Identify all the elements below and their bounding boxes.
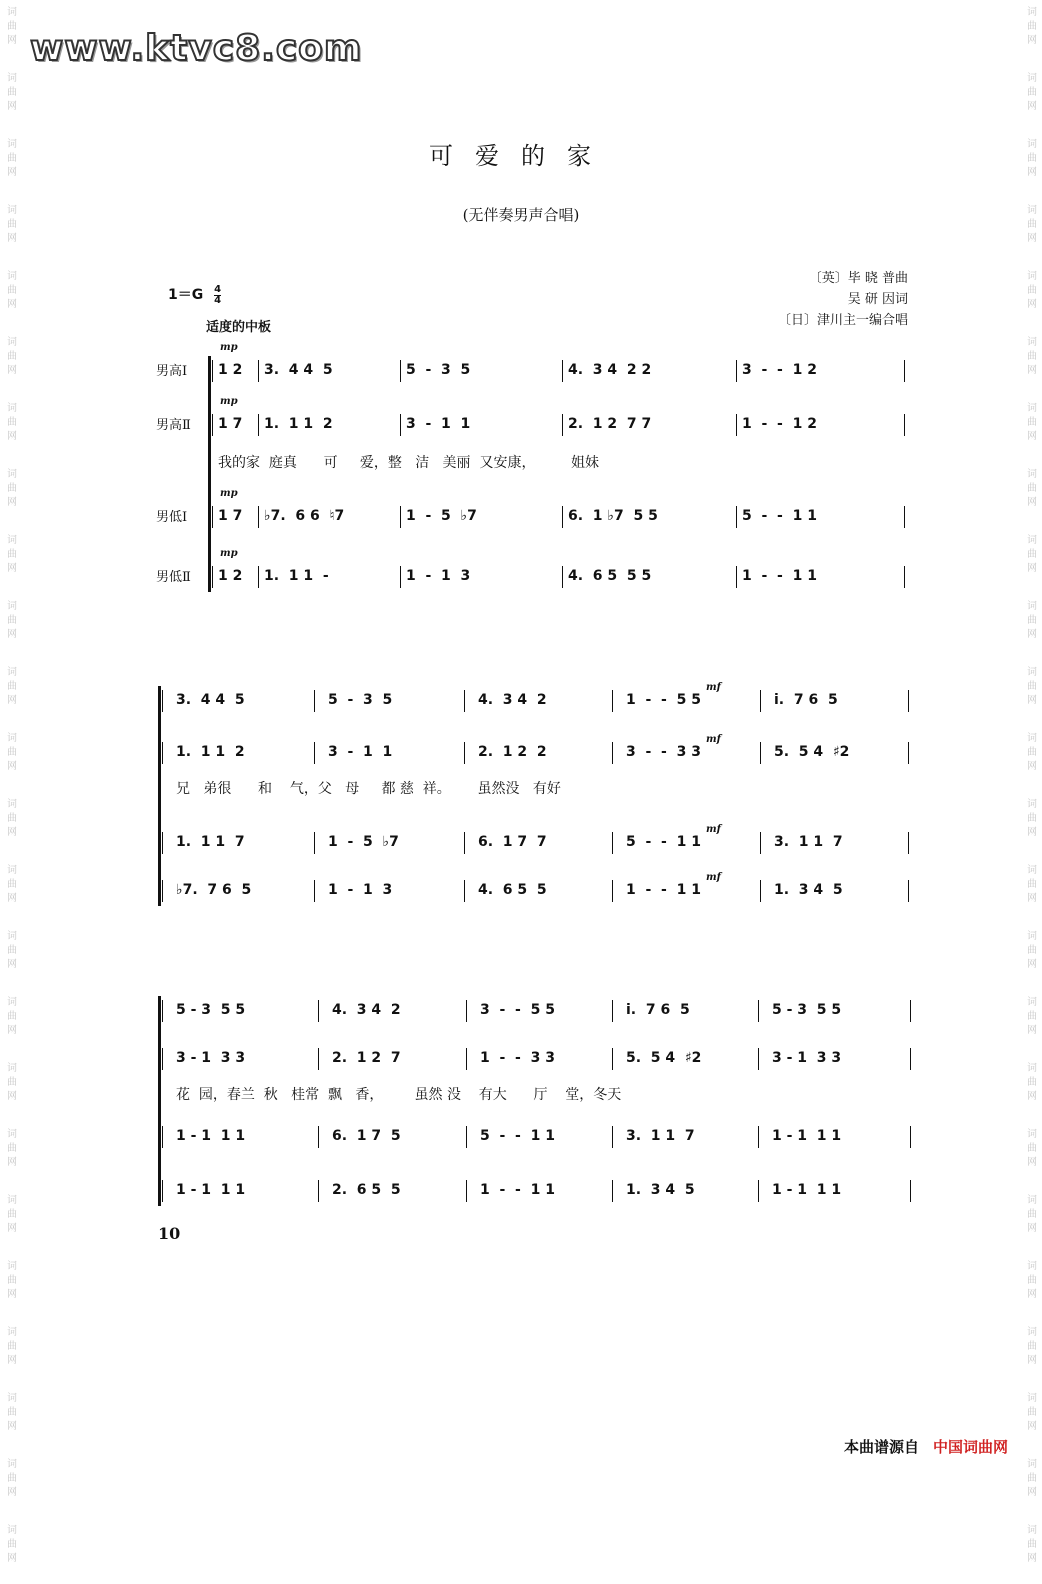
- measure-notes: 6. 1 7 7: [478, 834, 547, 850]
- side-watermark-glyphs: 词 曲 网: [1027, 1393, 1037, 1432]
- bar-line: [466, 1180, 467, 1202]
- bar-line: [760, 832, 761, 854]
- side-watermark-glyphs: 词 曲 网: [1027, 667, 1037, 706]
- measure-notes: 3. 1 1 7: [774, 834, 843, 850]
- bar-line: [464, 742, 465, 764]
- bar-line: [562, 360, 563, 382]
- side-watermark-glyphs: 词 曲 网: [7, 733, 17, 772]
- system-bracket: [208, 356, 211, 592]
- side-watermark-right: [1024, 0, 1040, 1584]
- bar-line: [612, 1000, 613, 1022]
- dynamic-marking: mf: [706, 682, 721, 693]
- bar-line: [562, 414, 563, 436]
- side-watermark-glyphs: 词 曲 网: [7, 1129, 17, 1168]
- bar-line: [162, 690, 163, 712]
- side-watermark-glyphs: 词 曲 网: [1027, 733, 1037, 772]
- measure-notes: 6. 1 ♭7 5 5: [568, 508, 658, 524]
- side-watermark-glyphs: 词 曲 网: [7, 337, 17, 376]
- measure-notes: 3 - - 1 2: [742, 362, 817, 378]
- dynamic-marking: mf: [706, 872, 721, 883]
- bar-line: [212, 506, 213, 528]
- measure-notes: 4. 6 5 5 5: [568, 568, 652, 584]
- bar-line: [400, 566, 401, 588]
- side-watermark-glyphs: 词 曲 网: [1027, 1327, 1037, 1366]
- side-watermark-glyphs: 词 曲 网: [1027, 7, 1037, 46]
- measure-notes: 5. 5 4 ♯2: [774, 744, 850, 760]
- measure-notes: 1 - 1 1 1: [772, 1128, 842, 1144]
- bar-line: [162, 1000, 163, 1022]
- measure-notes: 2. 1 2 7 7: [568, 416, 652, 432]
- dynamic-marking: mp: [220, 396, 238, 407]
- bar-line: [162, 1048, 163, 1070]
- measure-notes: 3 - 1 1: [406, 416, 471, 432]
- measure-notes: 1 2: [218, 568, 243, 584]
- bar-line: [466, 1000, 467, 1022]
- bar-line: [904, 566, 905, 588]
- bar-line: [908, 742, 909, 764]
- lyrics-line: 花 园，春兰 秋 桂常 飘 香， 虽然 没 有大 厅 堂，冬天: [176, 1087, 622, 1103]
- measure-notes: 3 - 1 3 3: [176, 1050, 246, 1066]
- voice-label: 男低Ⅱ: [156, 570, 191, 585]
- side-watermark-glyphs: 词 曲 网: [1027, 601, 1037, 640]
- bar-line: [910, 1180, 911, 1202]
- bar-line: [758, 1000, 759, 1022]
- measure-notes: 3 - 1 1: [328, 744, 393, 760]
- measure-notes: 1 - 5 ♭7: [328, 834, 399, 850]
- credit-composer: 〔英〕毕 晓 普曲: [808, 271, 908, 286]
- measure-notes: 1. 1 1 2: [176, 744, 245, 760]
- measure-notes: 1 - 1 1 1: [772, 1182, 842, 1198]
- measure-notes: 1. 3 4 5: [626, 1182, 695, 1198]
- side-watermark-glyphs: 词 曲 网: [7, 7, 17, 46]
- bar-line: [910, 1048, 911, 1070]
- measure-notes: 5 - 3 5 5: [176, 1002, 246, 1018]
- measure-notes: 5 - - 1 1: [626, 834, 701, 850]
- bar-line: [258, 360, 259, 382]
- dynamic-marking: mp: [220, 548, 238, 559]
- measure-notes: 2. 6 5 5: [332, 1182, 401, 1198]
- side-watermark-glyphs: 词 曲 网: [7, 799, 17, 838]
- side-watermark-glyphs: 词 曲 网: [1027, 931, 1037, 970]
- measure-notes: 5 - - 1 1: [742, 508, 817, 524]
- measure-notes: 1 7: [218, 416, 243, 432]
- bar-line: [910, 1126, 911, 1148]
- measure-notes: 3. 1 1 7: [626, 1128, 695, 1144]
- side-watermark-glyphs: 词 曲 网: [1027, 271, 1037, 310]
- measure-notes: ♭7. 7 6 5: [176, 882, 252, 898]
- measure-notes: 1 7: [218, 508, 243, 524]
- measure-notes: 1. 1 1 -: [264, 568, 329, 584]
- bar-line: [562, 506, 563, 528]
- credit-lyricist: 吴 研 因词: [847, 292, 908, 307]
- measure-notes: 5 - - 1 1: [480, 1128, 555, 1144]
- bar-line: [162, 880, 163, 902]
- side-watermark-glyphs: 词 曲 网: [7, 931, 17, 970]
- side-watermark-glyphs: 词 曲 网: [1027, 1129, 1037, 1168]
- side-watermark-glyphs: 词 曲 网: [7, 1063, 17, 1102]
- bar-line: [400, 414, 401, 436]
- measure-notes: 5 - 3 5: [406, 362, 471, 378]
- side-watermark-glyphs: 词 曲 网: [1027, 139, 1037, 178]
- side-watermark-glyphs: 词 曲 网: [1027, 1195, 1037, 1234]
- side-watermark-glyphs: 词 曲 网: [1027, 1525, 1037, 1564]
- side-watermark-glyphs: 词 曲 网: [1027, 799, 1037, 838]
- side-watermark-glyphs: 词 曲 网: [1027, 997, 1037, 1036]
- time-sig-bottom: 4: [214, 294, 222, 306]
- bar-line: [562, 566, 563, 588]
- bar-line: [612, 832, 613, 854]
- side-watermark-glyphs: 词 曲 网: [1027, 865, 1037, 904]
- bar-line: [212, 360, 213, 382]
- measure-notes: ♭7. 6 6 ♮7: [264, 508, 345, 524]
- side-watermark-glyphs: 词 曲 网: [7, 1327, 17, 1366]
- measure-notes: 1 - - 1 1: [742, 568, 817, 584]
- footer-source: [844, 1436, 1008, 1457]
- measure-notes: 1 2: [218, 362, 243, 378]
- bar-line: [258, 414, 259, 436]
- measure-notes: 5 - 3 5 5: [772, 1002, 842, 1018]
- side-watermark-glyphs: 词 曲 网: [7, 667, 17, 706]
- side-watermark-glyphs: 词 曲 网: [7, 1261, 17, 1300]
- bar-line: [908, 690, 909, 712]
- bar-line: [612, 742, 613, 764]
- bar-line: [904, 360, 905, 382]
- side-watermark-glyphs: 词 曲 网: [7, 403, 17, 442]
- measure-notes: 1 - - 1 1: [626, 882, 701, 898]
- bar-line: [908, 880, 909, 902]
- time-sig-top: 4: [214, 283, 222, 295]
- bar-line: [758, 1048, 759, 1070]
- bar-line: [612, 1048, 613, 1070]
- side-watermark-glyphs: 词 曲 网: [7, 469, 17, 508]
- bar-line: [904, 506, 905, 528]
- measure-notes: i. 7 6 5: [774, 692, 838, 708]
- bar-line: [904, 414, 905, 436]
- side-watermark-glyphs: 词 曲 网: [1027, 1459, 1037, 1498]
- measure-notes: 5 - 3 5: [328, 692, 393, 708]
- bar-line: [258, 506, 259, 528]
- side-watermark-glyphs: 词 曲 网: [1027, 337, 1037, 376]
- measure-notes: 1 - 1 3: [406, 568, 471, 584]
- bar-line: [400, 506, 401, 528]
- footer-source-label: 本曲谱源自: [843, 1438, 919, 1456]
- system-bracket: [158, 996, 161, 1206]
- bar-line: [318, 1180, 319, 1202]
- bar-line: [612, 1126, 613, 1148]
- bar-line: [758, 1126, 759, 1148]
- side-watermark-glyphs: 词 曲 网: [7, 1459, 17, 1498]
- measure-notes: 3. 4 4 5: [176, 692, 245, 708]
- measure-notes: 1 - - 3 3: [480, 1050, 555, 1066]
- bar-line: [760, 742, 761, 764]
- measure-notes: 1. 1 1 7: [176, 834, 245, 850]
- voice-label: 男高Ⅱ: [156, 418, 191, 433]
- bar-line: [736, 566, 737, 588]
- key-signature: [168, 284, 221, 306]
- tempo-marking: 适度的中板: [206, 320, 272, 335]
- bar-line: [162, 742, 163, 764]
- site-watermark: www.ktvc8.com: [30, 28, 363, 69]
- bar-line: [908, 832, 909, 854]
- measure-notes: i. 7 6 5: [626, 1002, 690, 1018]
- bar-line: [258, 566, 259, 588]
- bar-line: [314, 742, 315, 764]
- page-number: 10: [158, 1224, 181, 1243]
- dynamic-marking: mp: [220, 488, 238, 499]
- voice-label: 男高Ⅰ: [156, 364, 188, 379]
- key-label: 1＝G: [168, 287, 204, 303]
- side-watermark-left: [4, 0, 20, 1584]
- side-watermark-glyphs: 词 曲 网: [7, 865, 17, 904]
- bar-line: [466, 1126, 467, 1148]
- bar-line: [736, 506, 737, 528]
- bar-line: [212, 566, 213, 588]
- bar-line: [314, 690, 315, 712]
- bar-line: [464, 832, 465, 854]
- bar-line: [758, 1180, 759, 1202]
- bar-line: [736, 414, 737, 436]
- footer-site-name: 中国词曲网: [932, 1438, 1008, 1456]
- side-watermark-glyphs: 词 曲 网: [7, 205, 17, 244]
- measure-notes: 2. 1 2 2: [478, 744, 547, 760]
- bar-line: [162, 1126, 163, 1148]
- side-watermark-glyphs: 词 曲 网: [1027, 205, 1037, 244]
- bar-line: [314, 832, 315, 854]
- lyrics-line: 兄 弟很 和 气，父 母 都 慈 祥。 虽然没 有好: [176, 781, 561, 797]
- side-watermark-glyphs: 词 曲 网: [1027, 535, 1037, 574]
- measure-notes: 3. 4 4 5: [264, 362, 333, 378]
- bar-line: [464, 880, 465, 902]
- song-subtitle: (无伴奏男声合唱): [462, 206, 580, 224]
- dynamic-marking: mf: [706, 734, 721, 745]
- lyrics-line: 我的家 庭真 可 爱，整 洁 美丽 又安康， 姐妹: [218, 455, 600, 471]
- side-watermark-glyphs: 词 曲 网: [7, 271, 17, 310]
- system-bracket: [158, 686, 161, 906]
- time-signature: [214, 285, 221, 306]
- bar-line: [464, 690, 465, 712]
- side-watermark-glyphs: 词 曲 网: [7, 1195, 17, 1234]
- side-watermark-glyphs: 词 曲 网: [1027, 1261, 1037, 1300]
- measure-notes: 1. 1 1 2: [264, 416, 333, 432]
- side-watermark-glyphs: 词 曲 网: [7, 73, 17, 112]
- measure-notes: 3 - - 3 3: [626, 744, 701, 760]
- measure-notes: 1 - - 1 1: [480, 1182, 555, 1198]
- bar-line: [910, 1000, 911, 1022]
- bar-line: [736, 360, 737, 382]
- dynamic-marking: mp: [220, 342, 238, 353]
- bar-line: [612, 1180, 613, 1202]
- side-watermark-glyphs: 词 曲 网: [7, 535, 17, 574]
- bar-line: [162, 832, 163, 854]
- bar-line: [760, 880, 761, 902]
- side-watermark-glyphs: 词 曲 网: [1027, 469, 1037, 508]
- side-watermark-glyphs: 词 曲 网: [1027, 73, 1037, 112]
- bar-line: [318, 1126, 319, 1148]
- bar-line: [760, 690, 761, 712]
- side-watermark-glyphs: 词 曲 网: [7, 139, 17, 178]
- side-watermark-glyphs: 词 曲 网: [1027, 1063, 1037, 1102]
- bar-line: [318, 1000, 319, 1022]
- credit-arranger: 〔日〕津川主一编合唱: [777, 313, 908, 328]
- measure-notes: 4. 3 4 2 2: [568, 362, 652, 378]
- measure-notes: 1 - 1 1 1: [176, 1182, 246, 1198]
- measure-notes: 1 - 1 3: [328, 882, 393, 898]
- side-watermark-glyphs: 词 曲 网: [7, 997, 17, 1036]
- bar-line: [612, 880, 613, 902]
- song-title: 可爱的家: [429, 142, 613, 170]
- measure-notes: 3 - - 5 5: [480, 1002, 555, 1018]
- side-watermark-glyphs: 词 曲 网: [7, 1393, 17, 1432]
- side-watermark-glyphs: 词 曲 网: [7, 601, 17, 640]
- measure-notes: 1 - 1 1 1: [176, 1128, 246, 1144]
- bar-line: [466, 1048, 467, 1070]
- measure-notes: 1 - - 1 2: [742, 416, 817, 432]
- bar-line: [212, 414, 213, 436]
- side-watermark-glyphs: 词 曲 网: [7, 1525, 17, 1564]
- measure-notes: 5. 5 4 ♯2: [626, 1050, 702, 1066]
- dynamic-marking: mf: [706, 824, 721, 835]
- voice-label: 男低Ⅰ: [156, 510, 188, 525]
- measure-notes: 2. 1 2 7: [332, 1050, 401, 1066]
- measure-notes: 4. 6 5 5: [478, 882, 547, 898]
- side-watermark-glyphs: 词 曲 网: [1027, 403, 1037, 442]
- measure-notes: 4. 3 4 2: [332, 1002, 401, 1018]
- bar-line: [314, 880, 315, 902]
- measure-notes: 6. 1 7 5: [332, 1128, 401, 1144]
- measure-notes: 3 - 1 3 3: [772, 1050, 842, 1066]
- bar-line: [612, 690, 613, 712]
- measure-notes: 1. 3 4 5: [774, 882, 843, 898]
- bar-line: [162, 1180, 163, 1202]
- measure-notes: 1 - 5 ♭7: [406, 508, 477, 524]
- credits: [778, 268, 908, 331]
- bar-line: [318, 1048, 319, 1070]
- bar-line: [400, 360, 401, 382]
- measure-notes: 4. 3 4 2: [478, 692, 547, 708]
- measure-notes: 1 - - 5 5: [626, 692, 701, 708]
